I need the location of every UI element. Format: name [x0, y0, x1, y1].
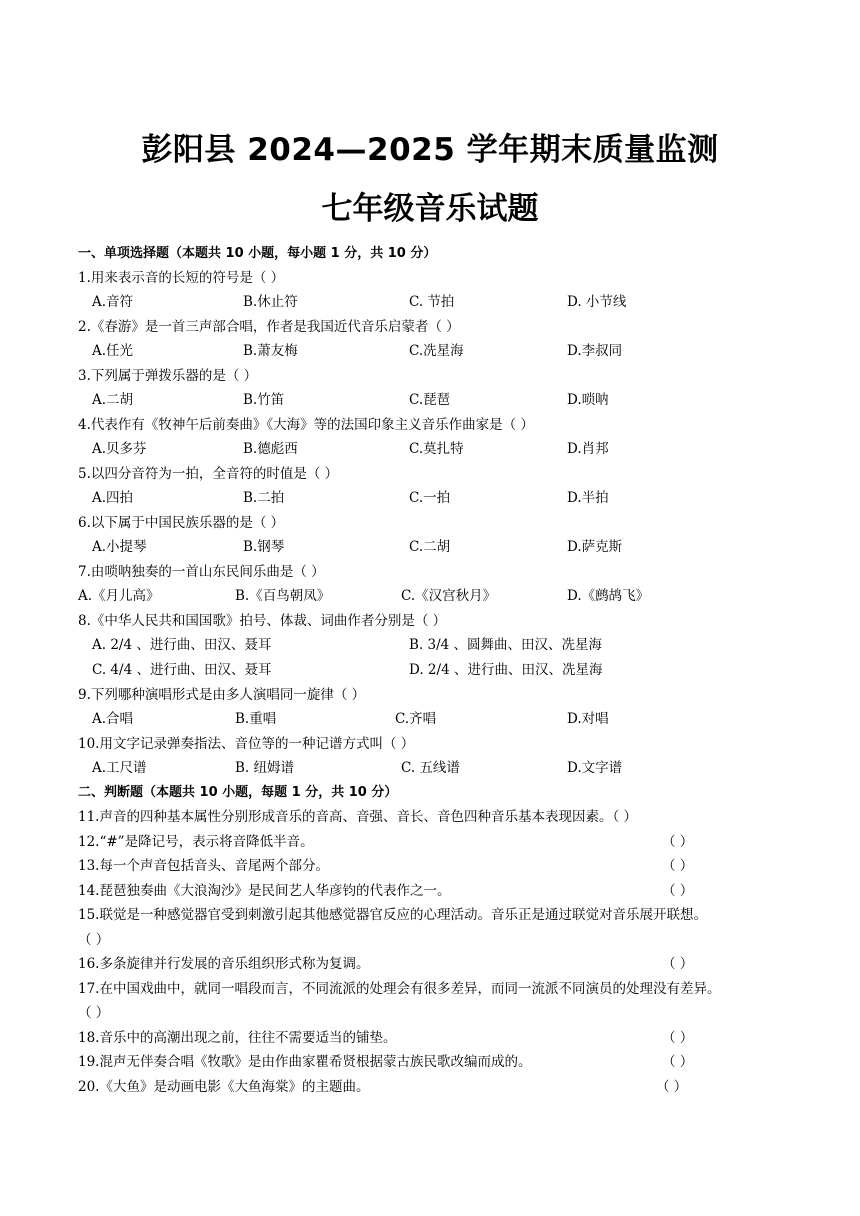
section2-heading: 二、判断题（本题共 10 小题，每题 1 分，共 10 分） [78, 785, 398, 800]
question-7-option-b: B.《百鸟朝凤》 [235, 588, 331, 604]
question-3-option-a: A.二胡 [92, 392, 134, 408]
question-9-option-c: C.齐唱 [395, 711, 437, 727]
question-8-option-d: D. 2/4 、进行曲、田汉、冼星海 [409, 662, 603, 678]
question-2-stem: 2.《春游》是一首三声部合唱，作者是我国近代音乐启蒙者（ ） [78, 319, 460, 335]
question-9-option-d: D.对唱 [567, 711, 609, 727]
answer-paren-16: （ ） [662, 956, 694, 972]
question-10-option-a: A.工尺谱 [92, 760, 147, 776]
question-2-option-b: B.萧友梅 [243, 343, 298, 359]
question-1-option-d: D. 小节线 [567, 294, 627, 310]
question-3-option-b: B.竹笛 [243, 392, 285, 408]
question-9-option-b: B.重唱 [235, 711, 277, 727]
question-6-stem: 6.以下属于中国民族乐器的是（ ） [78, 515, 285, 531]
question-5-option-b: B.二拍 [243, 490, 285, 506]
question-6-option-a: A.小提琴 [92, 539, 147, 555]
judge-item-16: 16.多条旋律并行发展的音乐组织形式称为复调。 [78, 956, 370, 972]
question-4-option-d: D.肖邦 [567, 441, 609, 457]
question-7-option-d: D.《鹧鸪飞》 [567, 588, 650, 604]
judge-item-17: 17.在中国戏曲中，就同一唱段而言，不同流派的处理会有很多差异，而同一流派不同演员的处理没有差异。 [78, 981, 721, 997]
question-5-option-d: D.半拍 [567, 490, 609, 506]
answer-paren-18: （ ） [662, 1030, 694, 1046]
question-4-stem: 4.代表作有《牧神午后前奏曲》《大海》等的法国印象主义音乐作曲家是（ ） [78, 417, 534, 433]
question-8-stem: 8.《中华人民共和国国歌》拍号、体裁、词曲作者分别是（ ） [78, 613, 447, 629]
question-1-option-c: C. 节拍 [409, 294, 455, 310]
judge-item-20: 20.《大鱼》是动画电影《大鱼海棠》的主题曲。 [78, 1079, 370, 1095]
judge-item-15: 15.联觉是一种感觉器官受到刺激引起其他感觉器官反应的心理活动。音乐正是通过联觉对音乐展开联想。 [78, 907, 707, 923]
answer-paren-14: （ ） [662, 883, 694, 899]
judge-item-14: 14.琵琶独奏曲《大浪淘沙》是民间艺人华彦钧的代表作之一。 [78, 883, 451, 899]
answer-paren-17: （ ） [78, 1005, 110, 1021]
question-8-option-c: C. 4/4 、进行曲、田汉、聂耳 [92, 662, 272, 678]
question-5-stem: 5.以四分音符为一拍，全音符的时值是（ ） [78, 466, 339, 482]
question-8-option-a: A. 2/4 、进行曲、田汉、聂耳 [92, 637, 272, 653]
question-4-option-a: A.贝多芬 [92, 441, 147, 457]
question-5-option-a: A.四拍 [92, 490, 134, 506]
question-10-option-c: C. 五线谱 [401, 760, 460, 776]
question-4-option-b: B.德彪西 [243, 441, 298, 457]
question-3-option-c: C.琵琶 [409, 392, 451, 408]
question-9-option-a: A.合唱 [92, 711, 134, 727]
judge-item-11: 11.声音的四种基本属性分别形成音乐的音高、音强、音长、音色四种音乐基本表现因素。（ ） [78, 809, 638, 825]
question-10-option-d: D.文字谱 [567, 760, 623, 776]
judge-item-12: 12.“#”是降记号，表示将音降低半音。 [78, 834, 314, 850]
answer-paren-15: （ ） [78, 932, 110, 948]
question-1-option-b: B.休止符 [243, 294, 298, 310]
question-7-option-c: C.《汉宫秋月》 [401, 588, 497, 604]
answer-paren-12: （ ） [662, 834, 694, 850]
question-3-stem: 3.下列属于弹拨乐器的是（ ） [78, 368, 258, 384]
question-4-option-c: C.莫扎特 [409, 441, 464, 457]
question-5-option-c: C.一拍 [409, 490, 451, 506]
judge-item-19: 19.混声无伴奏合唱《牧歌》是由作曲家瞿希贤根据蒙古族民歌改编而成的。 [78, 1054, 532, 1070]
section1-heading: 一、单项选择题（本题共 10 小题，每小题 1 分，共 10 分） [78, 246, 437, 261]
answer-paren-13: （ ） [662, 858, 694, 874]
question-1-option-a: A.音符 [92, 294, 134, 310]
question-8-option-b: B. 3/4 、圆舞曲、田汉、冼星海 [409, 637, 603, 653]
page-title: 彭阳县 2024—2025 学年期末质量监测 [141, 132, 719, 168]
answer-paren-19: （ ） [662, 1054, 694, 1070]
question-10-option-b: B. 纽姆谱 [235, 760, 295, 776]
question-1-stem: 1.用来表示音的长短的符号是（ ） [78, 270, 285, 286]
question-2-option-a: A.任光 [92, 343, 134, 359]
question-10-stem: 10.用文字记录弹奏指法、音位等的一种记谱方式叫（ ） [78, 736, 415, 752]
page-subtitle: 七年级音乐试题 [321, 191, 539, 227]
judge-item-18: 18.音乐中的高潮出现之前，往往不需要适当的铺垫。 [78, 1030, 397, 1046]
question-2-option-d: D.李叔同 [567, 343, 623, 359]
question-6-option-d: D.萨克斯 [567, 539, 623, 555]
question-6-option-c: C.二胡 [409, 539, 451, 555]
question-7-option-a: A.《月儿高》 [78, 588, 160, 604]
judge-item-13: 13.每一个声音包括音头、音尾两个部分。 [78, 858, 329, 874]
question-9-stem: 9.下列哪种演唱形式是由多人演唱同一旋律（ ） [78, 687, 366, 703]
question-2-option-c: C.冼星海 [409, 343, 464, 359]
question-3-option-d: D.唢呐 [567, 392, 609, 408]
question-7-stem: 7.由唢呐独奏的一首山东民间乐曲是（ ） [78, 564, 325, 580]
answer-paren-20: （ ） [656, 1079, 688, 1095]
question-6-option-b: B.钢琴 [243, 539, 285, 555]
